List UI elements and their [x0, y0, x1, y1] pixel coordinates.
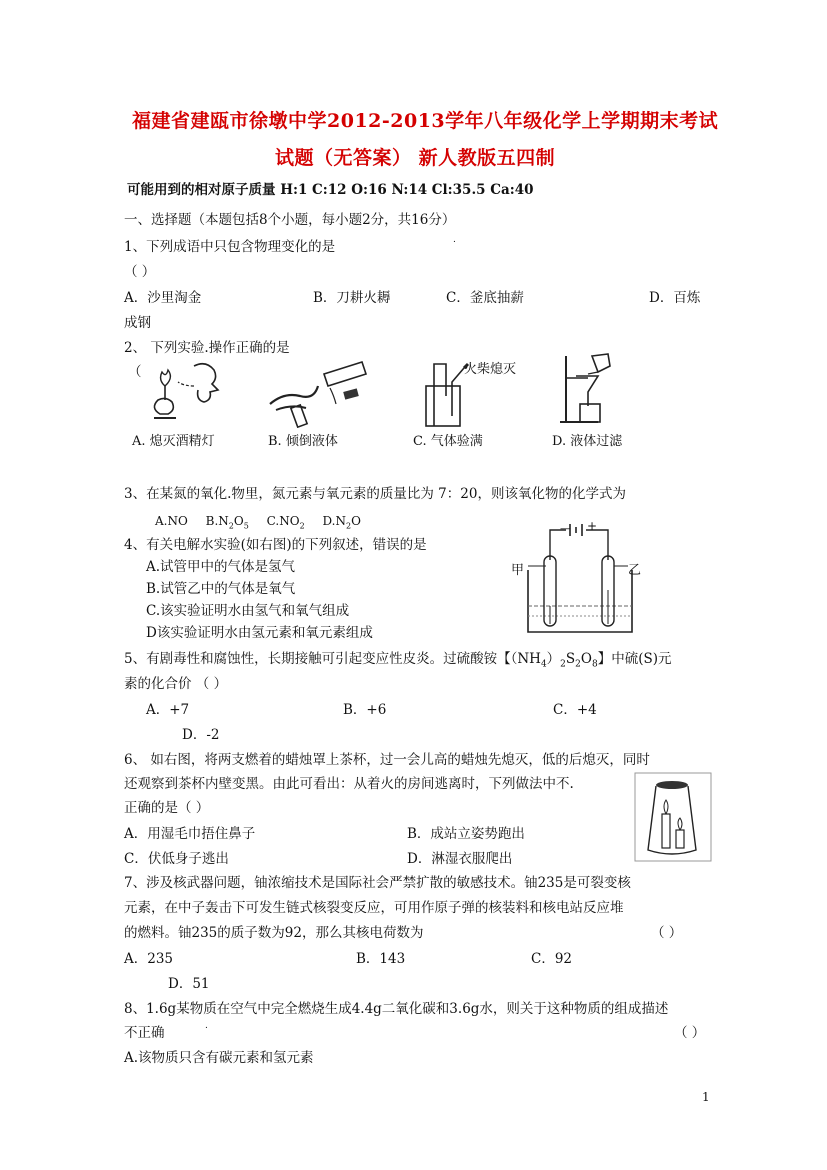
q6-line-3: 正确的是（ ）	[124, 800, 210, 816]
label-minus: —	[560, 522, 571, 535]
label-yi: 乙	[628, 563, 642, 578]
q6-option-b: B．成站立姿势跑出	[407, 826, 525, 842]
q7-answer-paren: （ ）	[651, 925, 683, 941]
q5-stem-line2: 素的化合价 （ ）	[124, 676, 228, 692]
label-plus: +	[587, 519, 598, 533]
q4-option-a: A.试管甲中的气体是氢气	[146, 559, 296, 575]
q8-line-2: 不正确	[124, 1025, 165, 1041]
q4-option-b: B.试管乙中的气体是氧气	[146, 581, 296, 597]
fig-c-label: 火柴熄灭	[464, 362, 517, 377]
q1-option-d: D．百炼	[649, 290, 701, 306]
fig-caption-c: C. 气体验满	[413, 434, 483, 449]
q1-option-b: B．刀耕火耨	[313, 290, 391, 306]
fig-filtration	[552, 352, 642, 428]
q8-option-a: A.该物质只含有碳元素和氢元素	[124, 1050, 314, 1066]
q7-option-d: D．51	[168, 976, 210, 992]
stray-dot-2: .	[205, 1021, 208, 1031]
q4-option-c: C.该实验证明水由氢气和氧气组成	[146, 603, 350, 619]
q7-option-a: A．235	[124, 951, 174, 967]
q3-option-d: $D.N_2O$	[322, 514, 361, 531]
q3-option-c: $C.NO_2$	[266, 514, 305, 531]
q7-line-1: 7、涉及核武器问题，铀浓缩技术是国际社会严禁扩散的敏感技术。铀235是可裂变核	[124, 875, 631, 891]
q3-option-b: $B.N_2O_5$	[205, 514, 249, 531]
q4-option-d: D该实验证明水由氢元素和氧元素组成	[146, 625, 373, 641]
q6-option-d: D．淋湿衣服爬出	[407, 851, 513, 867]
title-line-1: 福建省建瓯市徐墩中学2012-2013学年八年级化学上学期期末考试	[132, 110, 719, 132]
q6-option-a: A．用湿毛巾捂住鼻子	[124, 826, 256, 842]
stray-dot: .	[453, 235, 456, 245]
q5-option-b: B．+6	[343, 702, 387, 718]
atomic-masses: 可能用到的相对原子质量 H:1 C:12 O:16 N:14 Cl:35.5 Ca:40	[127, 182, 534, 198]
q7-line-3: 的燃料。铀235的质子数为92，那么其核电荷数为	[124, 925, 424, 941]
q7-line-2: 元素，在中子轰击下可发生链式核裂变反应，可用作原子弹的核装料和核电站反应堆	[124, 900, 624, 916]
q1-option-a: A．沙里淘金	[124, 290, 202, 306]
q1-answer-paren: （ ）	[124, 264, 156, 280]
q2-stem: 2、 下列实验.操作正确的是	[124, 340, 290, 356]
q3-stem: 3、在某氮的氧化.物里，氮元素与氧元素的质量比为 7：20，则该氧化物的化学式为	[124, 486, 626, 502]
fig-caption-d: D. 液体过滤	[552, 434, 623, 449]
q1-stem: 1、下列成语中只包含物理变化的是	[124, 239, 336, 255]
q5-option-c: C．+4	[553, 702, 597, 718]
page-number: 1	[702, 1090, 710, 1104]
fig-electrolysis	[508, 520, 648, 640]
label-jia: 甲	[511, 563, 525, 578]
q6-line-2: 还观察到茶杯内壁变黑。由此可看出：从着火的房间逃离时，下列做法中不.	[124, 776, 574, 792]
fig-pour-liquid	[266, 356, 376, 428]
q1-option-c: C．釜底抽薪	[446, 290, 524, 306]
q6-option-c: C．伏低身子逃出	[124, 851, 229, 867]
q5-stem: 5、有剧毒性和腐蚀性，长期接触可引起变应性皮炎。过硫酸铵【$(NH_4)_2S_2O_8$】中硫(S)元	[124, 651, 672, 670]
q4-stem: 4、有关电解水实验(如右图)的下列叙述，错误的是	[124, 537, 427, 553]
fig-extinguish-lamp	[132, 356, 242, 428]
q2-answer-paren: （	[128, 364, 142, 380]
q7-option-b: B．143	[356, 951, 406, 967]
q3-options	[155, 514, 361, 530]
title-line-2: 试题（无答案） 新人教版五四制	[275, 147, 556, 169]
q7-option-c: C．92	[531, 951, 573, 967]
q5-option-d: D．-2	[182, 727, 220, 743]
q5-option-a: A．+7	[146, 702, 190, 718]
section-heading: 一、选择题（本题包括8个小题，每小题2分，共16分）	[124, 212, 456, 228]
q3-option-a: A.NO	[155, 514, 188, 528]
fig-caption-a: A. 熄灭酒精灯	[132, 434, 215, 449]
q6-line-1: 6、 如右图，将两支燃着的蜡烛罩上茶杯，过一会儿高的蜡烛先熄灭，低的后熄灭，同时	[124, 752, 650, 768]
fig-caption-b: B. 倾倒液体	[268, 434, 338, 449]
q8-line-1: 8、1.6g某物质在空气中完全燃烧生成4.4g二氧化碳和3.6g水，则关于这种物质的组成描述	[124, 1001, 669, 1017]
q1-option-d-cont: 成钢	[124, 315, 151, 331]
q8-answer-paren: （ ）	[674, 1025, 706, 1041]
fig-candles-under-cup	[634, 772, 712, 862]
